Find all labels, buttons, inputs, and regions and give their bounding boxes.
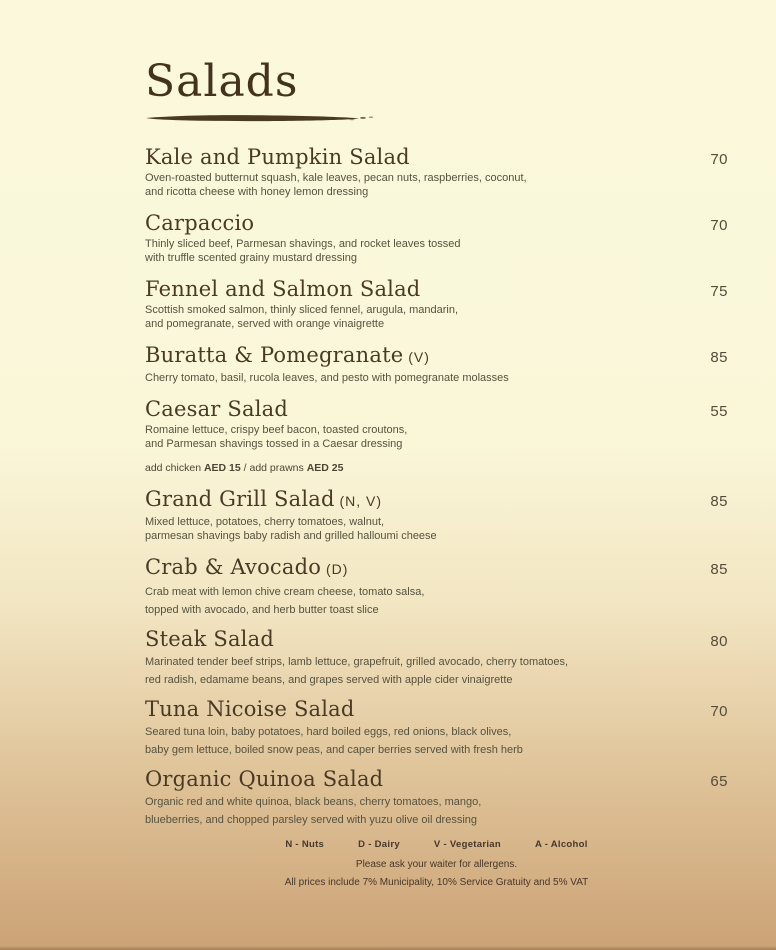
menu-item-text	[145, 147, 527, 199]
menu-item-price: 85	[710, 493, 728, 510]
menu-item-description-line: blueberries, and chopped parsley served with yuzu olive oil dressing	[145, 814, 478, 826]
menu-item	[145, 147, 728, 199]
legend-item: D - Dairy	[358, 839, 400, 850]
menu-item-description-line: and Parmesan shavings tossed in a Caesar dressing	[145, 438, 403, 450]
legend-item: A - Alcohol	[534, 839, 588, 850]
menu-item-price: 75	[710, 283, 728, 300]
menu-item-description-line: topped with avocado, and herb butter toast slice	[145, 604, 379, 616]
menu-item-name: Caesar Salad	[145, 397, 289, 421]
menu-item-description-line: Seared tuna loin, baby potatoes, hard boiled eggs, red onions, black olives,	[145, 726, 512, 738]
menu-item-text	[145, 769, 481, 829]
menu-item	[145, 213, 728, 265]
menu-item-text	[145, 557, 424, 619]
menu-item-description-line: and pomegranate, served with orange vinaigrette	[145, 318, 385, 330]
menu-item-description-line: and ricotta cheese with honey lemon dressing	[145, 186, 369, 198]
menu-item-description-line: red radish, edamame beans, and grapes served with apple cider vinaigrette	[145, 674, 513, 686]
menu-item-description-line: Scottish smoked salmon, thinly sliced fennel, arugula, mandarin,	[145, 304, 459, 316]
menu-item-price: 55	[710, 403, 728, 420]
page-title: Salads	[145, 56, 299, 107]
brush-stroke-underline	[145, 110, 375, 125]
legend-item: V - Vegetarian	[433, 839, 501, 850]
menu-item-addon-note: add chicken AED 15 / add prawns AED 25	[145, 462, 344, 474]
dietary-code: (D)	[321, 561, 349, 577]
menu-item-name: Crab & Avocado (D)	[145, 555, 349, 579]
allergen-note: Please ask your waiter for allergens.	[355, 859, 518, 870]
pricing-note: All prices include 7% Municipality, 10% Service Gratuity and 5% VAT	[284, 877, 589, 888]
dietary-code: (V)	[403, 349, 430, 365]
menu-item	[145, 345, 728, 385]
menu-items	[145, 147, 728, 829]
menu-item-description-line: Organic red and white quinoa, black beans, cherry tomatoes, mango,	[145, 796, 482, 808]
menu-item-description-line: Oven-roasted butternut squash, kale leaves, pecan nuts, raspberries, coconut,	[145, 172, 527, 184]
allergen-legend	[145, 839, 728, 850]
menu-item-text	[145, 213, 461, 265]
menu-item	[145, 557, 728, 619]
menu-item-name: Organic Quinoa Salad	[145, 767, 384, 791]
menu-item-price: 85	[710, 349, 728, 366]
menu-item-text	[145, 399, 407, 475]
dietary-code: (N, V)	[334, 493, 383, 509]
menu-item-description-line: Thinly sliced beef, Parmesan shavings, and rocket leaves tossed	[145, 238, 461, 250]
legend-item: N - Nuts	[285, 839, 325, 850]
menu-item-price: 65	[710, 773, 728, 790]
menu-item-price: 70	[710, 703, 728, 720]
menu-item-text	[145, 629, 568, 689]
menu-item	[145, 399, 728, 475]
menu-item-description-line: baby gem lettuce, boiled snow peas, and caper berries served with fresh herb	[145, 744, 523, 756]
menu-item-description-line: Romaine lettuce, crispy beef bacon, toasted croutons,	[145, 424, 408, 436]
menu-item-description-line: parmesan shavings baby radish and grilled halloumi cheese	[145, 530, 437, 542]
menu-item-text	[145, 699, 523, 759]
menu-item-text	[145, 489, 437, 543]
menu-item-name: Grand Grill Salad (N, V)	[145, 487, 383, 511]
menu-item	[145, 699, 728, 759]
menu-item-description-line: Cherry tomato, basil, rucola leaves, and pesto with pomegranate molasses	[145, 372, 509, 384]
menu-item	[145, 629, 728, 689]
menu-item-price: 85	[710, 561, 728, 578]
menu-item-description-line: with truffle scented grainy mustard dressing	[145, 252, 357, 264]
menu-item-description-line: Crab meat with lemon chive cream cheese, tomato salsa,	[145, 586, 425, 598]
menu-item	[145, 489, 728, 543]
menu-item-text	[145, 345, 509, 385]
menu-item-price: 70	[710, 217, 728, 234]
menu-item	[145, 769, 728, 829]
menu-item	[145, 279, 728, 331]
menu-item-text	[145, 279, 458, 331]
menu-item-description-line: Mixed lettuce, potatoes, cherry tomatoes, walnut,	[145, 516, 385, 528]
menu-item-name: Fennel and Salmon Salad	[145, 277, 421, 301]
menu-item-description-line: Marinated tender beef strips, lamb lettuce, grapefruit, grilled avocado, cherry tomatoes,	[145, 656, 569, 668]
menu-item-name: Kale and Pumpkin Salad	[145, 145, 410, 169]
menu-item-name: Steak Salad	[145, 627, 274, 651]
menu-item-name: Buratta & Pomegranate (V)	[145, 343, 430, 367]
menu-item-price: 70	[710, 151, 728, 168]
page-footer	[145, 839, 728, 888]
menu-item-name: Carpaccio	[145, 211, 255, 235]
menu-item-price: 80	[710, 633, 728, 650]
menu-item-name: Tuna Nicoise Salad	[145, 697, 355, 721]
